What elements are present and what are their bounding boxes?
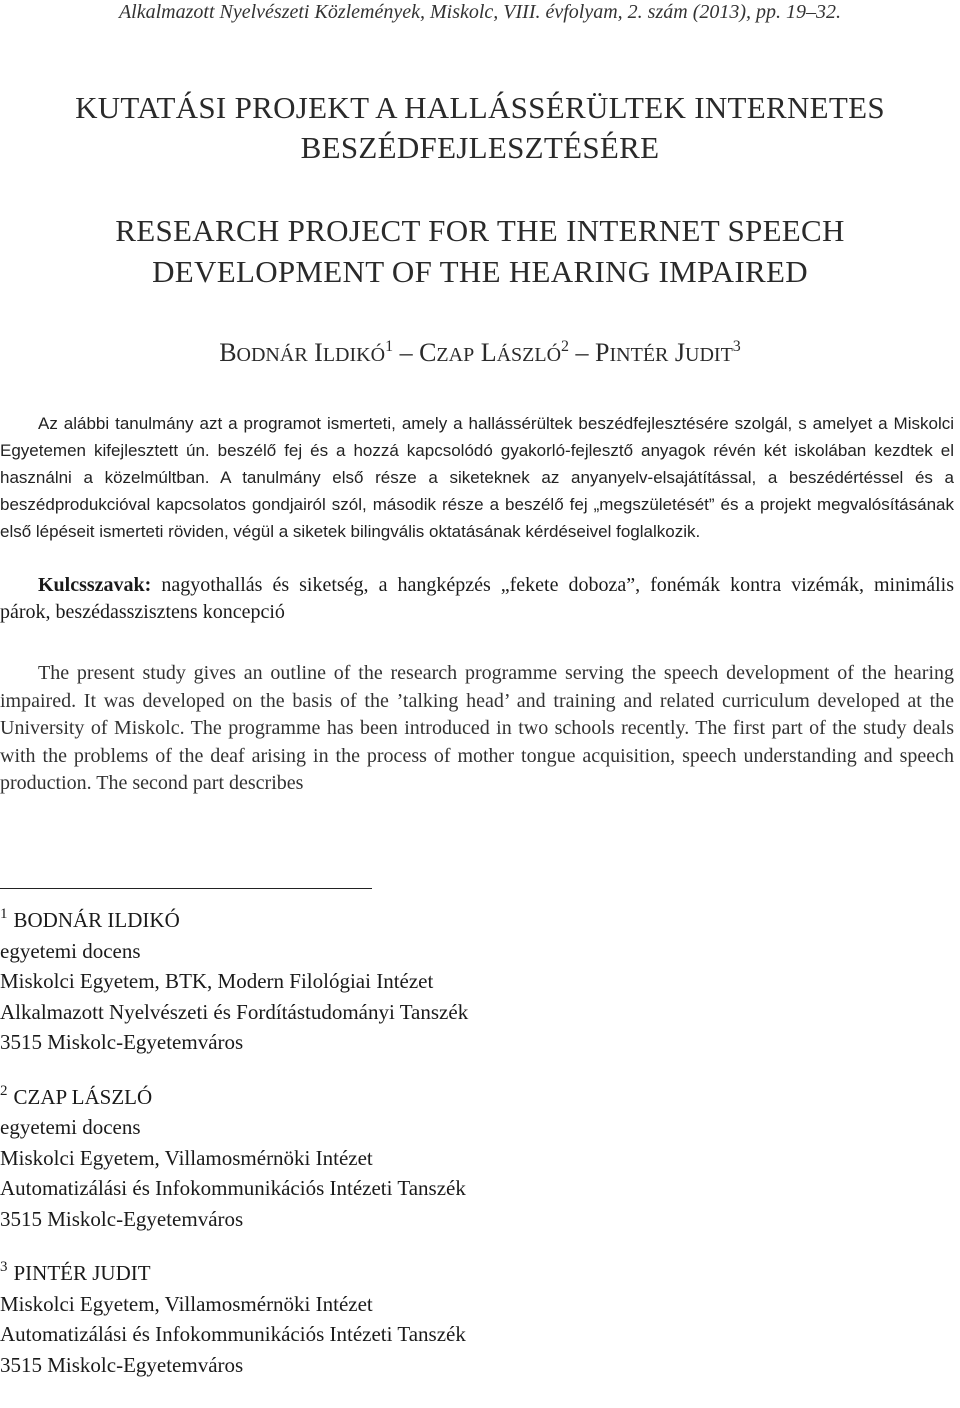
footnotes [0,905,900,1404]
footnote-3: $^3$ PINTÉR JUDIT Miskolci Egyetem, Villamosmérnöki Intézet Automatizálási és Infokommunikációs Intézeti Tanszék 3515 Miskolc-Egyetemváros [0,1259,466,1377]
title-hu-line-1: KUTATÁSI PROJEKT A HALLÁSSÉRÜLTEK INTERNETES [75,90,885,125]
keywords [0,572,954,626]
running-head: Alkalmazott Nyelvészeti Közlemények, Miskolc, VIII. évfolyam, 2. szám (2013), pp. 19–32. [118,1,842,23]
abstract-en-text: The present study gives an outline of the research programme serving the speech development of the hearing impaired. It was developed on the basis of the ’talking head’ and training and related curriculum developed at the University of Miskolc. The programme has been introduced in two schools recently. The first part of the study deals with the problems of the deaf arising in the process of mother tongue acquisition, speech understanding and speech production. The second part describes [0,662,954,794]
author-1-mark: 1 [385,338,394,355]
title-english [0,210,960,292]
footnote-1: $^1$ BODNÁR ILDIKÓ egyetemi docens Miskolci Egyetem, BTK, Modern Filológiai Intézet Alkalmazott Nyelvészeti és Fordítástudományi Tanszék 3515 Miskolc-Egyetemváros [0,906,469,1054]
author-2-mark: 2 [561,338,570,355]
footnote-2: $^2$ CZAP LÁSZLÓ egyetemi docens Miskolci Egyetem, Villamosmérnöki Intézet Automatizálási és Infokommunikációs Intézeti Tanszék 3515 Miskolc-Egyetemváros [0,1082,466,1231]
footnote-separator [0,888,372,889]
abstract-hu-text: Az alábbi tanulmány azt a programot ismerteti, amely a hallássérültek beszédfejlesztésére szolgál, s amelyet a Miskolci Egyetemen kifejlesztett ún. beszélő fej és a hozzá kapcsolódó gyakorló-fejlesztő anyagok révén két iskolában kezdtek el használni a közelmúltban. A tanulmány első része a siketeknek az anyanyelv-elsajátítással, a beszédértéssel és a beszédprodukcióval kapcsolatos gondjairól szól, második része a beszélő fej „megszületését” és a projekt megvalósításának első lépéseit ismerteti röviden, végül a siketek bilingvális oktatásának kérdéseivel foglalkozik. [0,414,954,541]
title-hu-line-2: BESZÉDFEJLESZTÉSÉRE [300,130,660,165]
title-en-line-1: RESEARCH PROJECT FOR THE INTERNET SPEECH [115,213,845,248]
author-3: PINTÉR JUDIT$^3$ [595,338,741,367]
author-3-mark: 3 [732,338,741,355]
abstract-hungarian [0,410,954,545]
author-list: BODNÁR ILDIKÓ$^1$ – CZAP LÁSZLÓ$^2$ – PINTÉR JUDIT$^3$ [219,338,741,367]
author-2: CZAP LÁSZLÓ$^2$ [419,338,570,367]
author-1: BODNÁR ILDIKÓ$^1$ [219,338,394,367]
keywords-label: Kulcsszavak: [38,574,152,596]
title-en-line-2: DEVELOPMENT OF THE HEARING IMPAIRED [152,254,808,289]
title-hungarian [0,88,960,168]
footnote-1-mark: 1 [0,906,8,922]
keywords-text: nagyothallás és siketség, a hangképzés „fekete doboza”, fonémák kontra vizémák, minimális párok, beszédasszisztens koncepció [0,574,954,623]
footnote-2-mark: 2 [0,1082,8,1099]
footnote-3-mark: 3 [0,1259,8,1275]
abstract-english [0,660,954,798]
